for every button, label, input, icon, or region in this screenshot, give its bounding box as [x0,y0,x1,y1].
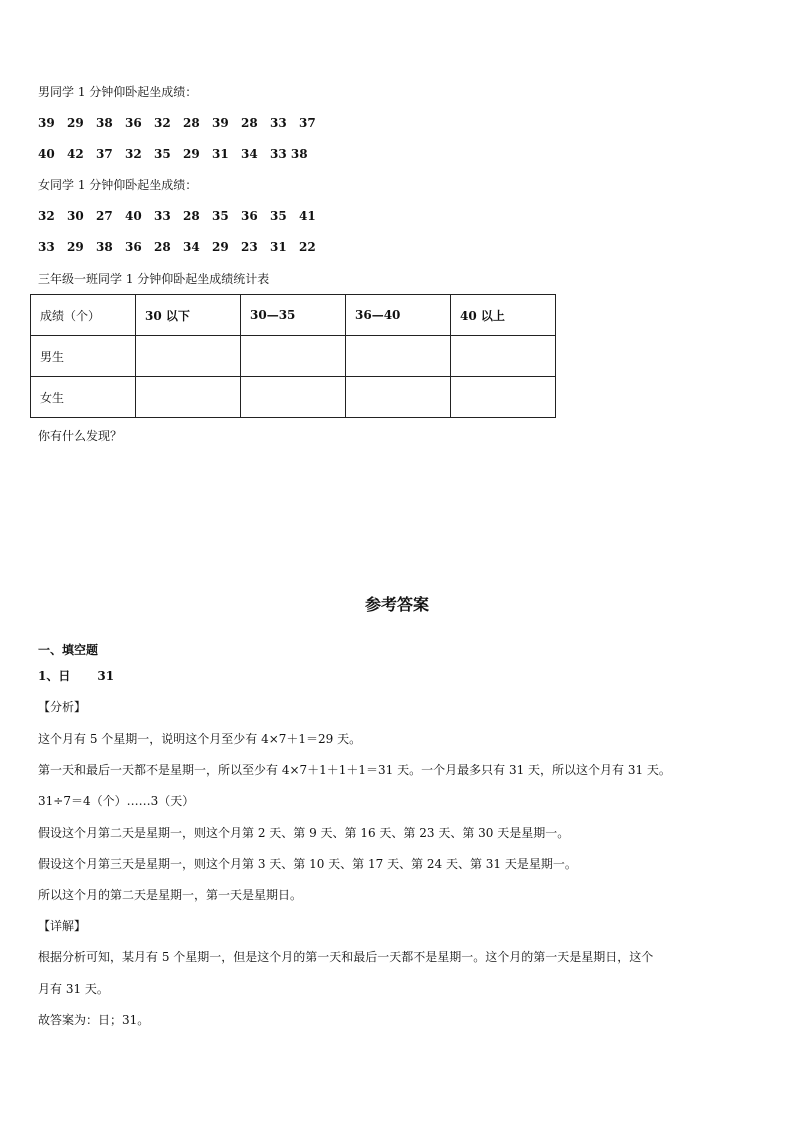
q1-value: 31 [97,669,115,683]
score: 33 [38,240,55,254]
score: 29 [212,240,229,254]
score: 40 [38,147,55,161]
header-cell: 40 以上 [451,295,556,336]
q1-answer [38,668,114,684]
blank-cell[interactable] [451,377,556,418]
analysis-line: 所以这个月的第二天是星期一，第一天是星期日。 [38,888,303,902]
score: 34 [241,147,258,161]
detail-line: 根据分析可知，某月有 5 个星期一，但是这个月的第一天和最后一天都不是星期一。这个月的第一天是星期日，这个 [38,950,654,964]
header-cell: 30 以下 [136,295,241,336]
score: 28 [183,116,200,130]
header-cell: 36—40 [346,295,451,336]
score: 22 [299,240,316,254]
score: 35 [154,147,171,161]
score: 39 [212,116,229,130]
score: 28 [241,116,258,130]
score: 32 [154,116,171,130]
score: 41 [299,209,316,223]
analysis-line: 第一天和最后一天都不是星期一，所以至少有 4×7＋1＋1＋1＝31 天。一个月最多只有 31 天，所以这个月有 31 天。 [38,763,671,777]
score: 36 [125,240,142,254]
score: 33 [154,209,171,223]
boys-heading: 男同学 1 分钟仰卧起坐成绩： [38,85,198,99]
detail-label: 【详解】 [38,919,87,933]
score: 29 [183,147,200,161]
answers-title: 参考答案 [364,595,429,614]
blank-cell[interactable] [451,336,556,377]
score: 40 [125,209,142,223]
table-row [31,336,556,377]
score: 39 [38,116,55,130]
score: 30 [67,209,84,223]
score: 36 [241,209,258,223]
boys-scores-row-1 [38,115,316,131]
analysis-label: 【分析】 [38,700,87,714]
header-cell: 成绩（个） [31,295,136,336]
table-header-row [31,295,556,336]
row-label: 女生 [31,377,136,418]
section-heading: 一、填空题 [38,643,99,657]
score: 28 [154,240,171,254]
score: 31 [212,147,229,161]
score: 32 [125,147,142,161]
score-statistics-table [30,294,556,418]
blank-cell[interactable] [346,336,451,377]
girls-heading: 女同学 1 分钟仰卧起坐成绩： [38,178,198,192]
girls-scores-row-1 [38,208,316,224]
score: 38 [96,116,113,130]
score: 31 [270,240,287,254]
analysis-line: 31÷7＝4（个）……3（天） [38,794,195,808]
blank-cell[interactable] [136,377,241,418]
blank-cell[interactable] [136,336,241,377]
score: 36 [125,116,142,130]
question: 你有什么发现？ [38,429,123,443]
score: 38 [96,240,113,254]
score: 29 [67,116,84,130]
row-label: 男生 [31,336,136,377]
boys-scores-row-2 [38,146,308,162]
score: 33 38 [270,147,308,161]
analysis-line: 假设这个月第三天是星期一，则这个月第 3 天、第 10 天、第 17 天、第 24 天、第 31 天是星期一。 [38,857,577,871]
score: 33 [270,116,287,130]
table-title: 三年级一班同学 1 分钟仰卧起坐成绩统计表 [38,272,270,286]
score: 28 [183,209,200,223]
q1-label: 1、日 [38,669,71,683]
score: 35 [212,209,229,223]
score: 32 [38,209,55,223]
blank-cell[interactable] [241,336,346,377]
score: 27 [96,209,113,223]
table-row [31,377,556,418]
score: 37 [299,116,316,130]
blank-cell[interactable] [241,377,346,418]
analysis-line: 这个月有 5 个星期一，说明这个月至少有 4×7＋1＝29 天。 [38,732,362,746]
girls-scores-row-2 [38,239,316,255]
analysis-line: 假设这个月第二天是星期一，则这个月第 2 天、第 9 天、第 16 天、第 23 天、第 30 天是星期一。 [38,826,570,840]
score: 23 [241,240,258,254]
score: 35 [270,209,287,223]
score: 29 [67,240,84,254]
score: 34 [183,240,200,254]
detail-line: 月有 31 天。 [38,982,109,996]
final-answer: 故答案为：日；31。 [38,1013,150,1027]
blank-cell[interactable] [346,377,451,418]
score: 37 [96,147,113,161]
header-cell: 30—35 [241,295,346,336]
score: 42 [67,147,84,161]
